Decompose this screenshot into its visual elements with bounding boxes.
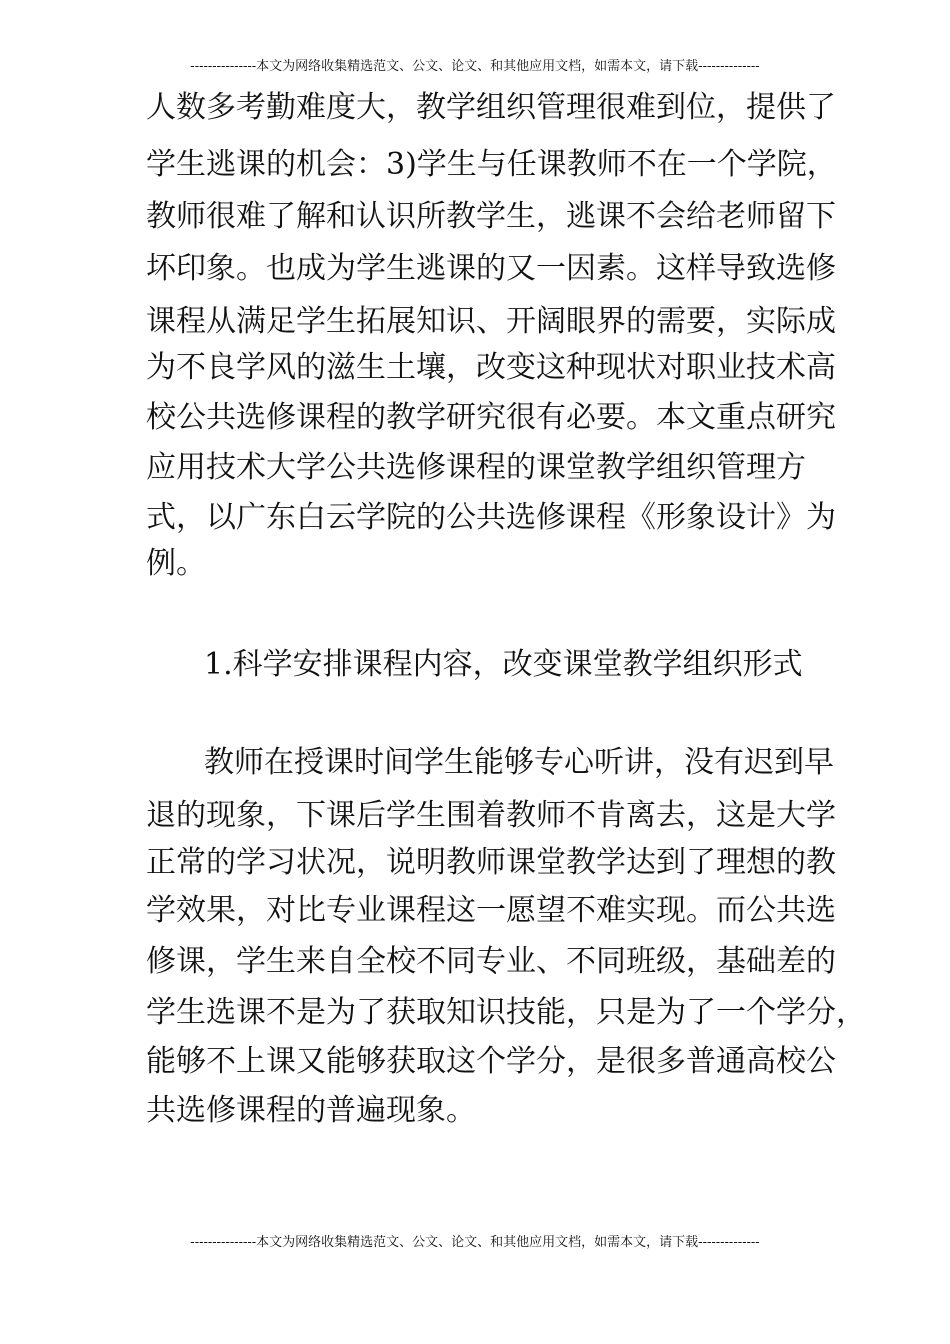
paragraph-line: 退的现象，下课后学生围着教师不肯离去，这是大学 [146,798,836,833]
paragraph-line: 应用技术大学公共选修课程的课堂教学组织管理方 [146,450,806,485]
paragraph-line: 学生逃课的机会：3)学生与任课教师不在一个学院， [146,147,837,182]
paragraph-line: 例。 [146,546,206,581]
paragraph-line: 共选修课程的普遍现象。 [146,1093,476,1128]
paragraph-line: 课程从满足学生拓展知识、开阔眼界的需要，实际成 [146,304,836,339]
paragraph-line: 正常的学习状况，说明教师课堂教学达到了理想的教 [146,845,836,880]
paragraph-line: 坏印象。也成为学生逃课的又一因素。这样导致选修 [146,251,836,286]
paragraph-line: 人数多考勤难度大，教学组织管理很难到位，提供了 [146,90,836,125]
paragraph-line: 学效果，对比专业课程这一愿望不难实现。而公共选 [146,893,836,928]
paragraph-line: 教师在授课时间学生能够专心听讲，没有迟到早 [204,745,834,780]
paragraph-line: 学生选课不是为了获取知识技能，只是为了一个学分， [146,995,866,1030]
paragraph-line: 校公共选修课程的教学研究很有必要。本文重点研究 [146,400,836,435]
paragraph-line: 能够不上课又能够获取这个学分，是很多普通高校公 [146,1044,836,1079]
paragraph-line: 式，以广东白云学院的公共选修课程《形象设计》为 [146,500,836,535]
footer-banner: ---------------本文为网络收集精选范文、公文、论文、和其他应用文档，如需本文，请下载-------------- [190,1235,760,1250]
section-heading: 1.科学安排课程内容，改变课堂教学组织形式 [204,647,803,682]
paragraph-line: 为不良学风的滋生土壤，改变这种现状对职业技术高 [146,350,836,385]
header-banner: ---------------本文为网络收集精选范文、公文、论文、和其他应用文档，如需本文，请下载-------------- [190,59,760,74]
paragraph-line: 教师很难了解和认识所教学生，逃课不会给老师留下 [146,199,836,234]
paragraph-line: 修课，学生来自全校不同专业、不同班级，基础差的 [146,944,836,979]
